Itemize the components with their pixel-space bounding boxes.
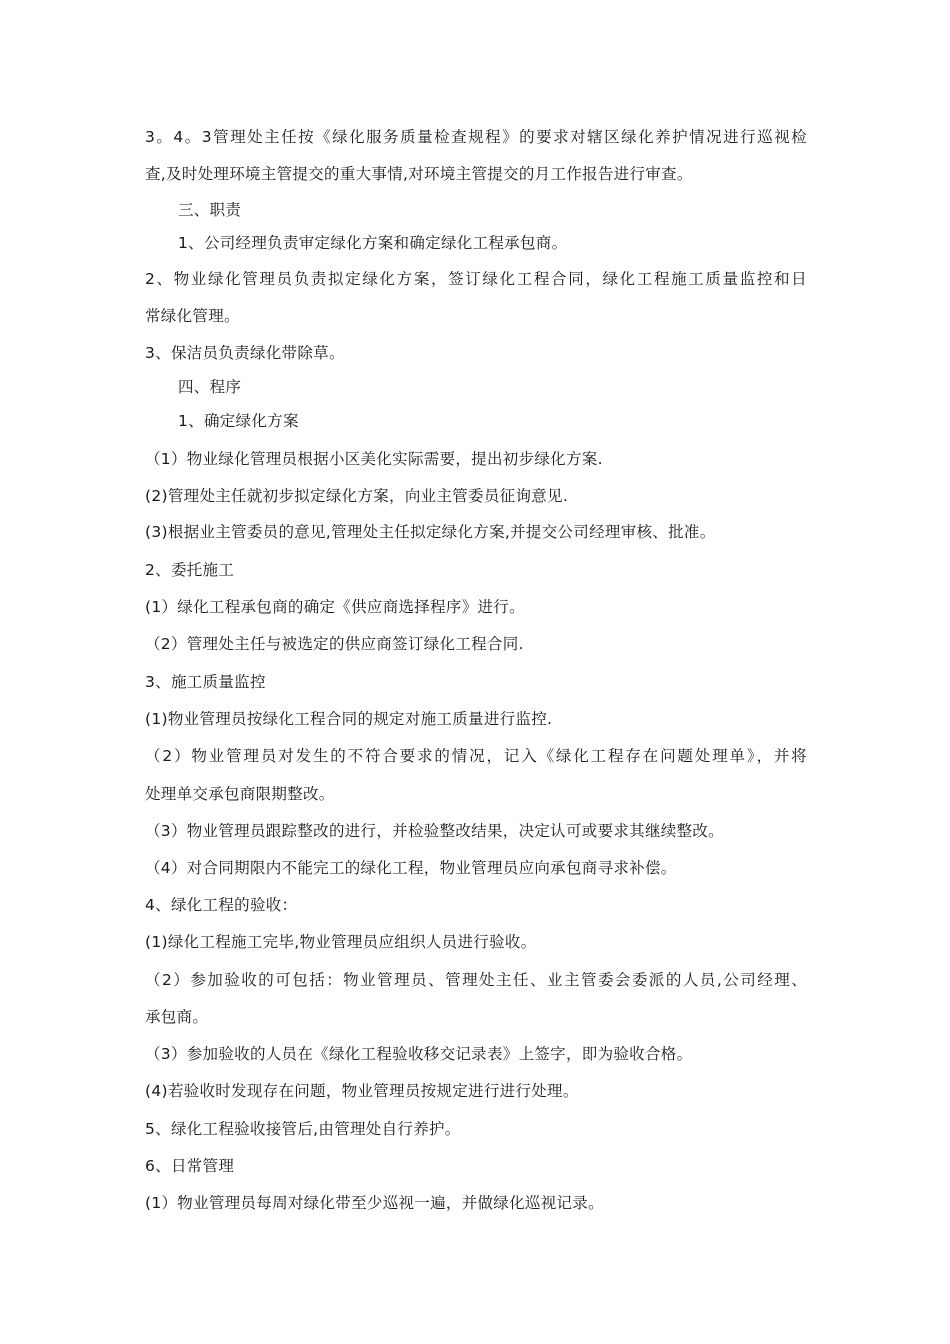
subsection-heading: 5、绿化工程验收接管后,由管理处自行养护。 <box>145 1120 461 1138</box>
paragraph-line: (1）绿化工程承包商的确定《供应商选择程序》进行。 <box>145 598 525 616</box>
paragraph-line: （2）物业管理员对发生的不符合要求的情况，记入《绿化工程存在问题处理单》，并将 <box>145 747 807 765</box>
paragraph-line: 查,及时处理环境主管提交的重大事情,对环境主管提交的月工作报告进行审查。 <box>145 165 693 183</box>
paragraph-line: (1)物业管理员按绿化工程合同的规定对施工质量进行监控. <box>145 710 553 728</box>
paragraph-line: (2)管理处主任就初步拟定绿化方案，向业主管委员征询意见. <box>145 487 569 505</box>
section-heading: 三、职责 <box>178 201 242 219</box>
paragraph-line: 3、保洁员负责绿化带除草。 <box>145 344 345 362</box>
paragraph-line: 承包商。 <box>145 1008 209 1026</box>
paragraph-line: 3。4。3管理处主任按《绿化服务质量检查规程》的要求对辖区绿化养护情况进行巡视检 <box>145 128 807 146</box>
paragraph-line: （3）参加验收的人员在《绿化工程验收移交记录表》上签字，即为验收合格。 <box>145 1045 693 1063</box>
subsection-heading: 3、施工质量监控 <box>145 673 266 691</box>
paragraph-line: 常绿化管理。 <box>145 307 240 325</box>
subsection-heading: 1、确定绿化方案 <box>178 412 299 430</box>
paragraph-line: (1)绿化工程施工完毕,物业管理员应组织人员进行验收。 <box>145 933 537 951</box>
subsection-heading: 2、委托施工 <box>145 561 235 579</box>
section-heading: 四、程序 <box>178 378 242 396</box>
paragraph-line: （2）管理处主任与被选定的供应商签订绿化工程合同. <box>145 635 524 653</box>
paragraph-line: 1、公司经理负责审定绿化方案和确定绿化工程承包商。 <box>178 234 568 252</box>
paragraph-line: （4）对合同期限内不能完工的绿化工程，物业管理员应向承包商寻求补偿。 <box>145 859 677 877</box>
paragraph-line: （1）物业绿化管理员根据小区美化实际需要，提出初步绿化方案. <box>145 450 603 468</box>
paragraph-line: (4)若验收时发现存在问题，物业管理员按规定进行进行处理。 <box>145 1082 579 1100</box>
paragraph-line: 处理单交承包商限期整改。 <box>145 785 335 803</box>
paragraph-line: (1）物业管理员每周对绿化带至少巡视一遍，并做绿化巡视记录。 <box>145 1194 604 1212</box>
paragraph-line: （2）参加验收的可包括：物业管理员、管理处主任、业主管委会委派的人员,公司经理、 <box>145 971 807 989</box>
subsection-heading: 4、绿化工程的验收： <box>145 896 298 914</box>
paragraph-line: (3)根据业主管委员的意见,管理处主任拟定绿化方案,并提交公司经理审核、批准。 <box>145 523 716 541</box>
paragraph-line: （3）物业管理员跟踪整改的进行，并检验整改结果，决定认可或要求其继续整改。 <box>145 822 724 840</box>
subsection-heading: 6、日常管理 <box>145 1157 235 1175</box>
paragraph-line: 2、物业绿化管理员负责拟定绿化方案，签订绿化工程合同，绿化工程施工质量监控和日 <box>145 270 807 288</box>
